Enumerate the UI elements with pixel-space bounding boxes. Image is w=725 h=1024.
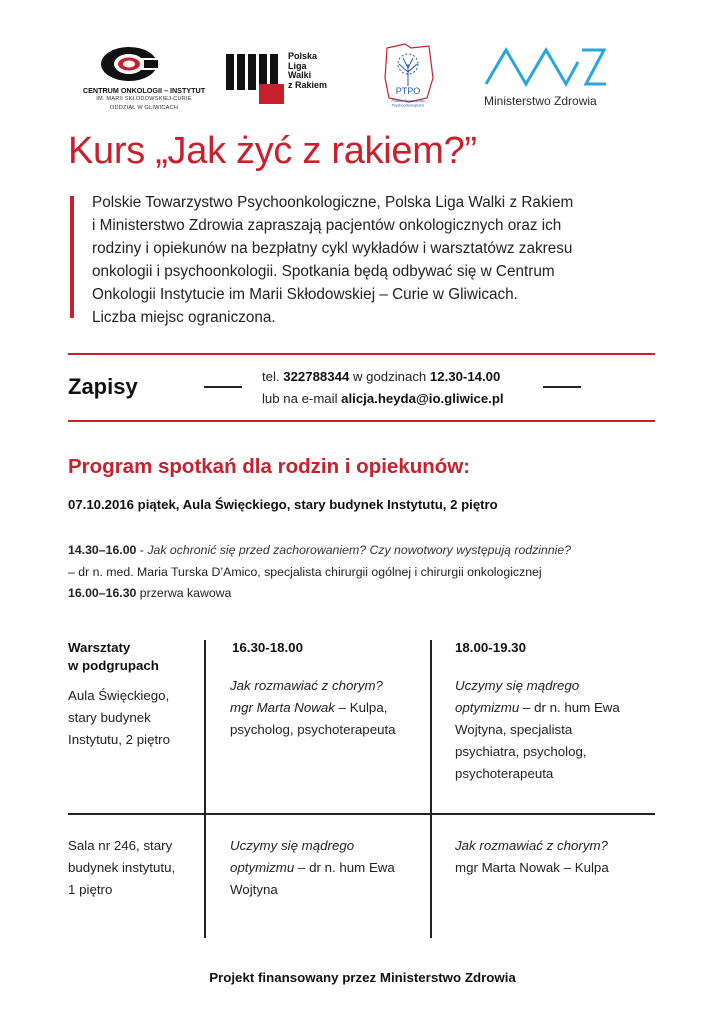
row2-session2-title: Jak rozmawiać z chorym?: [455, 838, 608, 853]
program-date: 07.10.2016 piątek, Aula Święckiego, stary budynek Instytutu, 2 piętro: [68, 497, 498, 512]
plwzr-bars-icon: [226, 54, 284, 104]
dash-right: [543, 386, 581, 388]
polska-liga-logo: [226, 48, 356, 106]
divider-bottom: [68, 420, 655, 422]
divider-top: [68, 353, 655, 355]
lecture-speaker: – dr n. med. Maria Turska D’Amico, specjalista chirurgii ogólnej i chirurgii onkologicznej: [68, 564, 542, 579]
phone-line: [262, 366, 504, 388]
pl-line4: z Rakiem: [288, 79, 328, 90]
ptpo-logo: [381, 42, 435, 110]
ministerstwo-zdrowia-logo: [482, 44, 612, 112]
program-schedule: [68, 540, 571, 605]
mz-name: Ministerstwo Zdrowia: [484, 94, 597, 108]
row1-session2-rest: – dr n. hum Ewa Wojtyna, specjalista psychiatra, psycholog, psychoterapeuta: [455, 700, 620, 781]
ptpo-abbr: PTPO: [395, 86, 421, 96]
lecture-title: Jak ochronić się przed zachorowaniem? Czy nowotwory występują rodzinnie?: [147, 543, 572, 557]
co-emblem-icon: [100, 46, 158, 82]
row2-session1-title: Uczymy się mądrego optymizmu: [230, 838, 355, 875]
centrum-onkologii-logo: [82, 46, 206, 116]
break-label: przerwa kawowa: [136, 586, 232, 600]
pl-line2: Liga: [288, 60, 307, 71]
lecture-sep: -: [136, 543, 148, 557]
contact-block: [262, 366, 504, 410]
ptpo-line2: Psychoonkologiczne: [391, 103, 425, 108]
row1-session1-title: Jak rozmawiać z chorym? mgr Marta Nowak: [230, 678, 383, 715]
email-line: [262, 388, 504, 410]
co-name-line1: CENTRUM ONKOLOGII – INSTYTUT: [82, 86, 206, 95]
dash-left: [204, 386, 242, 388]
ptpo-tree-icon: [381, 42, 435, 110]
workshop-time-1: 16.30-18.00: [232, 640, 303, 655]
row1-session2-title: Uczymy się mądrego optymizmu: [455, 678, 580, 715]
tel-prefix: tel.: [262, 369, 284, 384]
co-name-line2: IM. MARII SKŁODOWSKIEJ-CURIE: [96, 96, 192, 102]
row2-session1: [230, 835, 425, 901]
hours: 12.30-14.00: [429, 369, 501, 384]
intro-text: Polskie Towarzystwo Psychoonkologiczne, Polska Liga Walki z Rakiem i Ministerstwo Zdrowia zapraszają pacjentów onkologicznych oraz ich rodziny i opiekunów na bezpłatny cykl wykładów i warsztatówz zakresu onkologii i psychoonkologii. Spotkania będą odbywać się w Centrum Onkologii Instytucie im Marii Skłodowskiej – Curie w Gliwicach. Liczba miejsc ograniczona.: [92, 194, 574, 326]
pl-line3: Walki: [288, 70, 312, 80]
workshop-time-2: 18.00-19.30: [455, 640, 526, 655]
table-vline-1: [204, 640, 206, 938]
co-name-line3: ODDZIAŁ W GLIWICACH: [109, 105, 179, 111]
table-hline: [68, 813, 655, 815]
row2-place: Sala nr 246, stary budynek instytutu, 1 piętro: [68, 838, 176, 897]
program-title: Program spotkań dla rodzin i opiekunów:: [68, 455, 471, 478]
phone-number[interactable]: 322788344: [283, 369, 350, 384]
table-vline-2: [430, 640, 432, 938]
row2-session2-rest: mgr Marta Nowak – Kulpa: [455, 860, 609, 875]
intro-accent-bar: [70, 196, 74, 318]
row2-session2: [455, 835, 655, 879]
row2-session1-rest: – dr n. hum Ewa Wojtyna: [230, 860, 395, 897]
row1-session1: [230, 675, 425, 741]
zapisy-label: Zapisy: [68, 374, 138, 399]
row1-place: Aula Święckiego, stary budynek Instytutu, 2 piętro: [68, 688, 170, 747]
lecture-time: 14.30–16.00: [68, 543, 137, 557]
workshops-header: Warsztaty w podgrupach: [68, 640, 159, 673]
email-prefix: lub na e-mail: [262, 391, 342, 406]
pl-line1: Polska: [288, 51, 318, 61]
ptpo-line1: Polskie Towarzystwo: [391, 99, 425, 103]
mz-wave-icon: [482, 44, 612, 90]
page-title: Kurs „Jak żyć z rakiem?”: [68, 130, 477, 172]
tel-mid: w godzinach: [349, 369, 430, 384]
break-time: 16.00–16.30: [68, 586, 137, 600]
email-link[interactable]: alicja.heyda@io.gliwice.pl: [341, 391, 504, 406]
break-line: [68, 583, 571, 605]
row1-session1-rest: – Kulpa, psycholog, psychoterapeuta: [230, 700, 396, 737]
funding-note: Projekt finansowany przez Ministerstwo Zdrowia: [209, 970, 516, 985]
row1-session2: [455, 675, 655, 785]
lecture-line: [68, 540, 571, 562]
